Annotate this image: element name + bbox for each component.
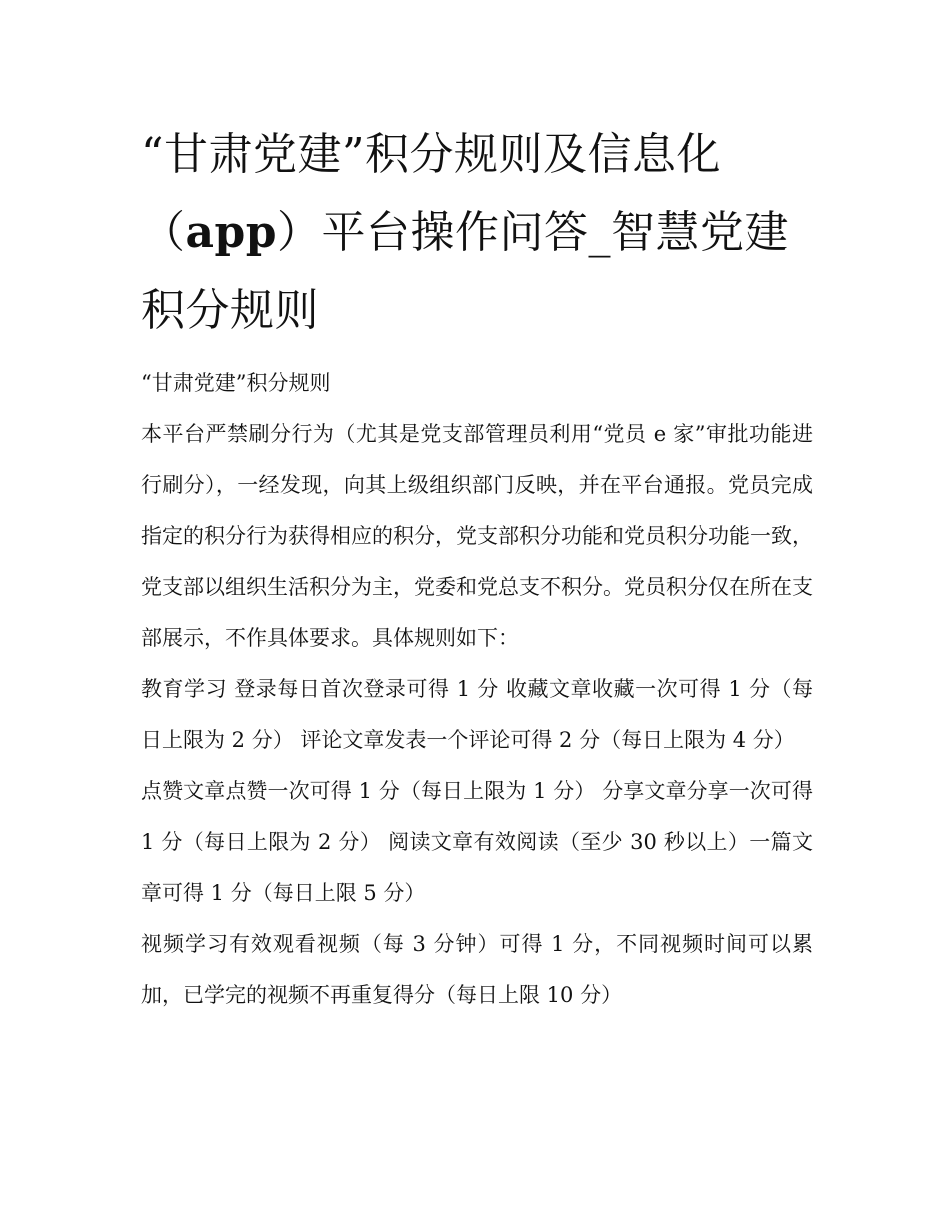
title-part-app: app [185,207,278,258]
document-title [141,116,813,350]
paragraph-article-rules: 点赞文章点赞一次可得 1 分（每日上限为 1 分） 分享文章分享一次可得 1 分（每日上限为 2 分） 阅读文章有效阅读（至少 30 秒以上）一篇文章可得 1 分（每日上限 5 分） [141,779,813,905]
title-part-2: ）平台操作问答_智慧党建积分规则 [141,207,790,336]
paragraph-intro: 本平台严禁刷分行为（尤其是党支部管理员利用“党员 e 家”审批功能进行刷分），一经发现，向其上级组织部门反映，并在平台通报。党员完成指定的积分行为获得相应的积分，党支部积分功能和党员积分功能一致，党支部以组织生活积分为主，党委和党总支不积分。党员积分仅在所在支部展示，不作具体要求。具体规则如下： [141,422,813,650]
paragraph-education-rules: 教育学习 登录每日首次登录可得 1 分 收藏文章收藏一次可得 1 分（每日上限为 2 分） 评论文章发表一个评论可得 2 分（每日上限为 4 分） [141,677,813,752]
paragraph-video-rules: 视频学习有效观看视频（每 3 分钟）可得 1 分，不同视频时间可以累加，已学完的视频不再重复得分（每日上限 10 分） [141,932,813,1007]
title-part-1: “甘肃党建”积分规则及信息化（ [141,129,721,258]
section-heading: “甘肃党建”积分规则 [141,371,331,395]
document-body [141,116,813,1021]
